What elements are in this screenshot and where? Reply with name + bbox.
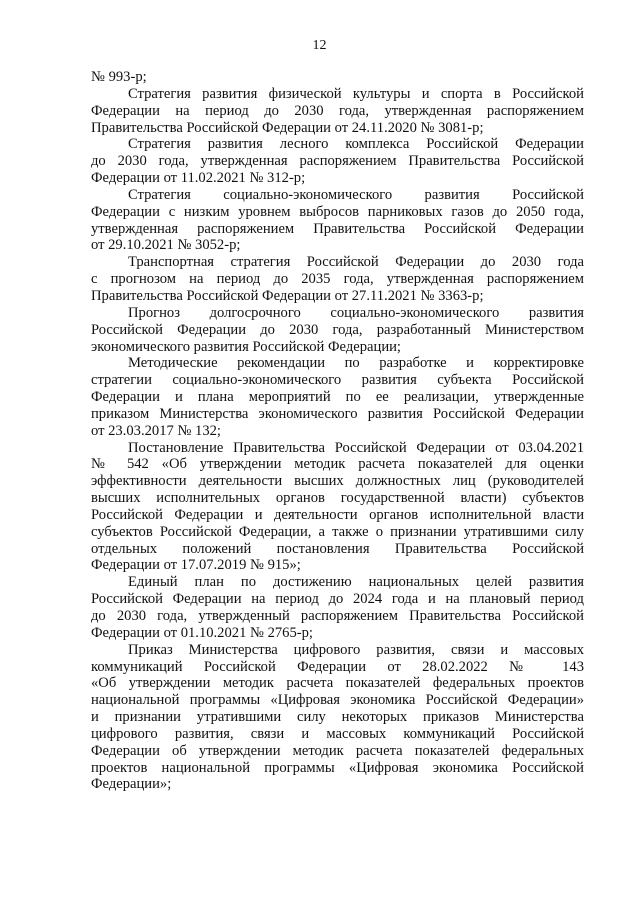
text-line: Российской Федерации и деятельности органов исполнительной власти xyxy=(91,506,584,523)
paragraph xyxy=(91,254,584,305)
text-line: проектов национальной программы «Цифровая экономика Российской xyxy=(91,759,584,776)
text-line: приказом Министерства экономического развития Российской Федерации xyxy=(91,405,584,422)
text-line: от 29.10.2021 № 3052-р; xyxy=(91,237,241,254)
paragraph xyxy=(91,69,584,86)
text-line: коммуникаций Российской Федерации от 28.02.2022 № 143 xyxy=(91,658,584,675)
text-line: Федерации от 11.02.2021 № 312-р; xyxy=(91,170,306,187)
text-line: и признании утратившими силу некоторых приказов Министерства xyxy=(91,709,584,726)
text-line: цифрового развития, связи и массовых коммуникаций Российской xyxy=(91,725,584,742)
text-line: Федерации»; xyxy=(91,776,172,793)
text-line: Постановление Правительства Российской Федерации от 03.04.2021 xyxy=(128,439,584,456)
body-text xyxy=(91,69,584,793)
text-line: Приказ Министерства цифрового развития, связи и массовых xyxy=(128,641,584,658)
text-line: эффективности деятельности высших должностных лиц (руководителей xyxy=(91,473,584,490)
text-line: Прогноз долгосрочного социально-экономического развития xyxy=(128,304,584,321)
text-line: Федерации на период до 2030 года, утвержденная распоряжением xyxy=(91,102,584,119)
text-line: отдельных положений постановления Правительства Российской xyxy=(91,540,584,557)
text-line: стратегии социально-экономического развития субъекта Российской xyxy=(91,372,584,389)
text-line: утвержденная распоряжением Правительства Российской Федерации xyxy=(91,220,584,237)
text-line: Федерации с низким уровнем выбросов парниковых газов до 2050 года, xyxy=(91,203,584,220)
text-line: «Об утверждении методик расчета показателей федеральных проектов xyxy=(91,675,584,692)
paragraph xyxy=(91,305,584,356)
paragraph xyxy=(91,574,584,641)
text-line: Единый план по достижению национальных целей развития xyxy=(128,574,584,591)
text-line: от 23.03.2017 № 132; xyxy=(91,422,221,439)
paragraph xyxy=(91,440,584,575)
paragraph xyxy=(91,187,584,254)
text-line: Федерации от 17.07.2019 № 915»; xyxy=(91,557,301,574)
text-line: до 2030 года, утвержденный распоряжением Правительства Российской xyxy=(91,608,584,624)
text-line: Стратегия социально-экономического развития Российской xyxy=(128,186,584,203)
paragraph xyxy=(91,355,584,439)
text-line: с прогнозом на период до 2035 года, утвержденная распоряжением xyxy=(91,271,584,288)
text-line: субъектов Российской Федерации, а также о признании утратившими силу xyxy=(91,523,584,540)
text-line: Транспортная стратегия Российской Федерации до 2030 года xyxy=(128,254,584,271)
page-number: 12 xyxy=(312,38,327,53)
text-line: высших исполнительных органов государственной власти) субъектов xyxy=(91,490,584,507)
text-line: Стратегия развития лесного комплекса Российской Федерации xyxy=(128,136,584,153)
text-line: Правительства Российской Федерации от 27.11.2021 № 3363-р; xyxy=(91,287,484,304)
text-line: Правительства Российской Федерации от 24.11.2020 № 3081-р; xyxy=(91,119,484,136)
text-line: Стратегия развития физической культуры и спорта в Российской xyxy=(128,85,584,102)
text-line: Федерации и плана мероприятий по ее реализации, утвержденные xyxy=(91,389,584,406)
text-line: № 993-р; xyxy=(91,69,147,85)
text-line: экономического развития Российской Федерации; xyxy=(91,338,401,355)
paragraph xyxy=(91,86,584,137)
text-line: № 542 «Об утверждении методик расчета показателей для оценки xyxy=(91,456,584,473)
text-line: Методические рекомендации по разработке и корректировке xyxy=(128,355,584,372)
paragraph xyxy=(91,136,584,187)
text-line: до 2030 года, утвержденная распоряжением Правительства Российской xyxy=(91,153,584,170)
text-line: национальной программы «Цифровая экономика Российской Федерации» xyxy=(91,692,584,709)
text-line: Российской Федерации до 2030 года, разработанный Министерством xyxy=(91,321,584,338)
paragraph xyxy=(91,642,584,794)
text-line: Федерации об утверждении методик расчета показателей федеральных xyxy=(91,742,584,759)
text-line: Российской Федерации на период до 2024 года и на плановый период xyxy=(91,591,584,608)
text-line: Федерации от 01.10.2021 № 2765-р; xyxy=(91,624,313,641)
